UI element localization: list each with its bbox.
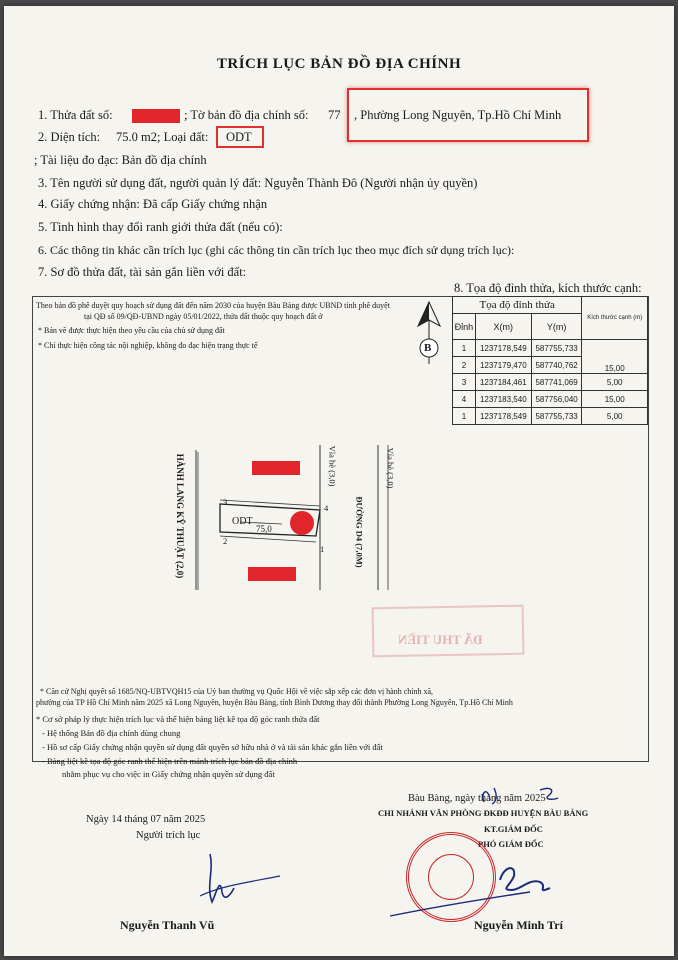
vertex-header: Đỉnh [453, 314, 476, 340]
map-sheet-number: 77 [328, 108, 341, 122]
edge-length: 15,00 [604, 394, 625, 404]
neighbor-redaction-bottom [248, 567, 296, 581]
location-marker-icon [290, 511, 314, 535]
y-header: Y(m) [531, 314, 582, 340]
office-work-note: * Chỉ thực hiện công tác nội nghiệp, không đo đạc hiện trạng thực tế [38, 341, 258, 350]
item4-certificate: 4. Giấy chứng nhận: Đã cấp Giấy chứng nhận [38, 197, 268, 211]
office-name: CHI NHÁNH VĂN PHÒNG ĐKĐĐ HUYỆN BÀU BÀNG [378, 808, 589, 818]
land-type: ODT [226, 130, 252, 144]
edge-length: 5,00 [606, 411, 623, 421]
planning-note-2: tại QĐ số 09/QĐ-UBND ngày 05/01/2022, thửa đất thuộc quy hoạch đất ở [84, 312, 323, 321]
sidewalk-left-label: Vỉa hè (3,0) [327, 445, 338, 487]
item2-label: 2. Diện tích: [38, 130, 101, 144]
edge-length-header: Kích thước cạnh (m) [582, 297, 648, 340]
right-sign-name: Nguyễn Minh Trí [474, 918, 563, 932]
parcel-number-redaction [132, 109, 180, 123]
survey-document: ; Tài liệu đo đạc: Bản đồ địa chính [34, 153, 207, 167]
right-sign-date: Bàu Bàng, ngày tháng năm 2025 [408, 793, 546, 804]
table-row: 4 1237183,540 587756,040 15,00 [453, 391, 648, 408]
north-arrow-icon [412, 300, 446, 366]
left-sign-name: Nguyễn Thanh Vũ [120, 918, 215, 932]
north-letter: B [424, 342, 432, 354]
drawing-note: * Bản vẽ được thực hiện theo yêu cầu của chủ sử dụng đất [38, 326, 225, 335]
paid-stamp-text: ĐÃ THU TIỀN [398, 632, 483, 647]
neighbor-redaction-top [252, 461, 300, 475]
edge-length: 15,00 [604, 364, 625, 373]
item8-coordinates: 8. Tọa độ đỉnh thửa, kích thước cạnh: [454, 281, 642, 295]
technical-corridor-label: HÀNH LANG KỸ THUẬT (2,0) [175, 453, 186, 579]
item5-boundary-changes: 5. Tình hình thay đổi ranh giới thửa đất (nếu có): [38, 220, 283, 234]
paid-stamp [372, 605, 525, 658]
right-sign-role-1: KT.GIÁM ĐỐC [484, 824, 543, 834]
table-row: 1 1237178,549 587755,733 5,00 [453, 408, 648, 425]
handwritten-date-icon [470, 782, 590, 808]
basis-heading: * Cơ sở pháp lý thực hiện trích lục và thể hiện bảng liệt kê tọa độ góc ranh thửa đất [36, 714, 320, 724]
left-sign-role: Người trích lục [136, 830, 201, 841]
road-label: ĐƯỜNG D4 (7,0M) [354, 496, 365, 568]
parcel-address: , Phường Long Nguyên, Tp.Hồ Chí Minh [354, 108, 562, 122]
table-title: Tọa độ đỉnh thửa [453, 297, 582, 314]
left-signature-icon [150, 846, 300, 916]
item1-label: 1. Thửa đất số: [38, 108, 113, 122]
parcel-area-label: 75,0 [256, 524, 272, 534]
parcel-type-label: ODT [232, 516, 253, 527]
right-sign-role-2: PHÓ GIÁM ĐỐC [478, 839, 544, 849]
resolution-note-1: * Căn cứ Nghị quyết số 1685/NQ-UBTVQH15 của Uỷ ban thường vụ Quốc Hội về việc sắp xếp các đơn vị hành chính xã, [40, 687, 434, 696]
item1-map-sheet-label: ; Tờ bản đồ địa chính số: [184, 108, 309, 122]
vertex-label-4: 4 [324, 503, 329, 513]
basis-item-1: - Hệ thống Bản đồ địa chính dùng chung [42, 728, 181, 738]
planning-note-1: Theo bản đồ phê duyệt quy hoạch sử dụng đất đến năm 2030 của huyện Bàu Bàng được UBND tỉnh phê duyệt [36, 301, 390, 310]
x-header: X(m) [475, 314, 531, 340]
sidewalk-right-label: Vỉa hè (3,0) [385, 447, 396, 489]
item7-diagram: 7. Sơ đồ thửa đất, tài sản gắn liền với đất: [38, 265, 247, 279]
basis-item-3-cont: nhằm phục vụ cho việc in Giấy chứng nhận quyền sử dụng đất [62, 769, 275, 779]
table-row: 1 1237178,549 587755,733 15,00 [453, 340, 648, 357]
item6-other-info: 6. Các thông tin khác cần trích lục (ghi các thông tin cần trích lục theo mục đích sử dụng trích lục): [38, 243, 515, 257]
table-row: 3 1237184,461 587741,069 5,00 [453, 374, 648, 391]
right-signature-icon [380, 856, 580, 926]
document-title: TRÍCH LỤC BẢN ĐỒ ĐỊA CHÍNH [216, 56, 462, 72]
resolution-note-2: phường của TP Hồ Chí Minh năm 2025 xã Long Nguyên, huyện Bàu Bàng, tỉnh Bình Dương thay đổi thành Phường Long Nguyên, Tp.Hồ Chí Minh [36, 698, 513, 707]
basis-item-2: - Hồ sơ cấp Giấy chứng nhận quyền sử dụng đất quyền sở hữu nhà ở và tài sản khác gắn liền với đất [42, 742, 383, 752]
area-value: 75.0 m2; Loại đất: [116, 130, 209, 144]
left-sign-date: Ngày 14 tháng 07 năm 2025 [86, 814, 206, 825]
item3-owner: 3. Tên người sử dụng đất, người quản lý đất: Nguyễn Thành Đô (Người nhận ủy quyền) [38, 176, 478, 190]
edge-length: 5,00 [606, 377, 623, 387]
coordinates-table [452, 296, 648, 425]
vertex-label-1: 1 [320, 544, 325, 554]
vertex-label-3: 3 [223, 497, 228, 507]
vertex-label-2: 2 [223, 536, 228, 546]
basis-item-3: - Bảng liệt kê tọa độ góc ranh thể hiện trên mảnh trích lục bản đồ địa chính [42, 756, 298, 766]
table-row: 2 1237179,470 587740,762 [453, 357, 648, 374]
